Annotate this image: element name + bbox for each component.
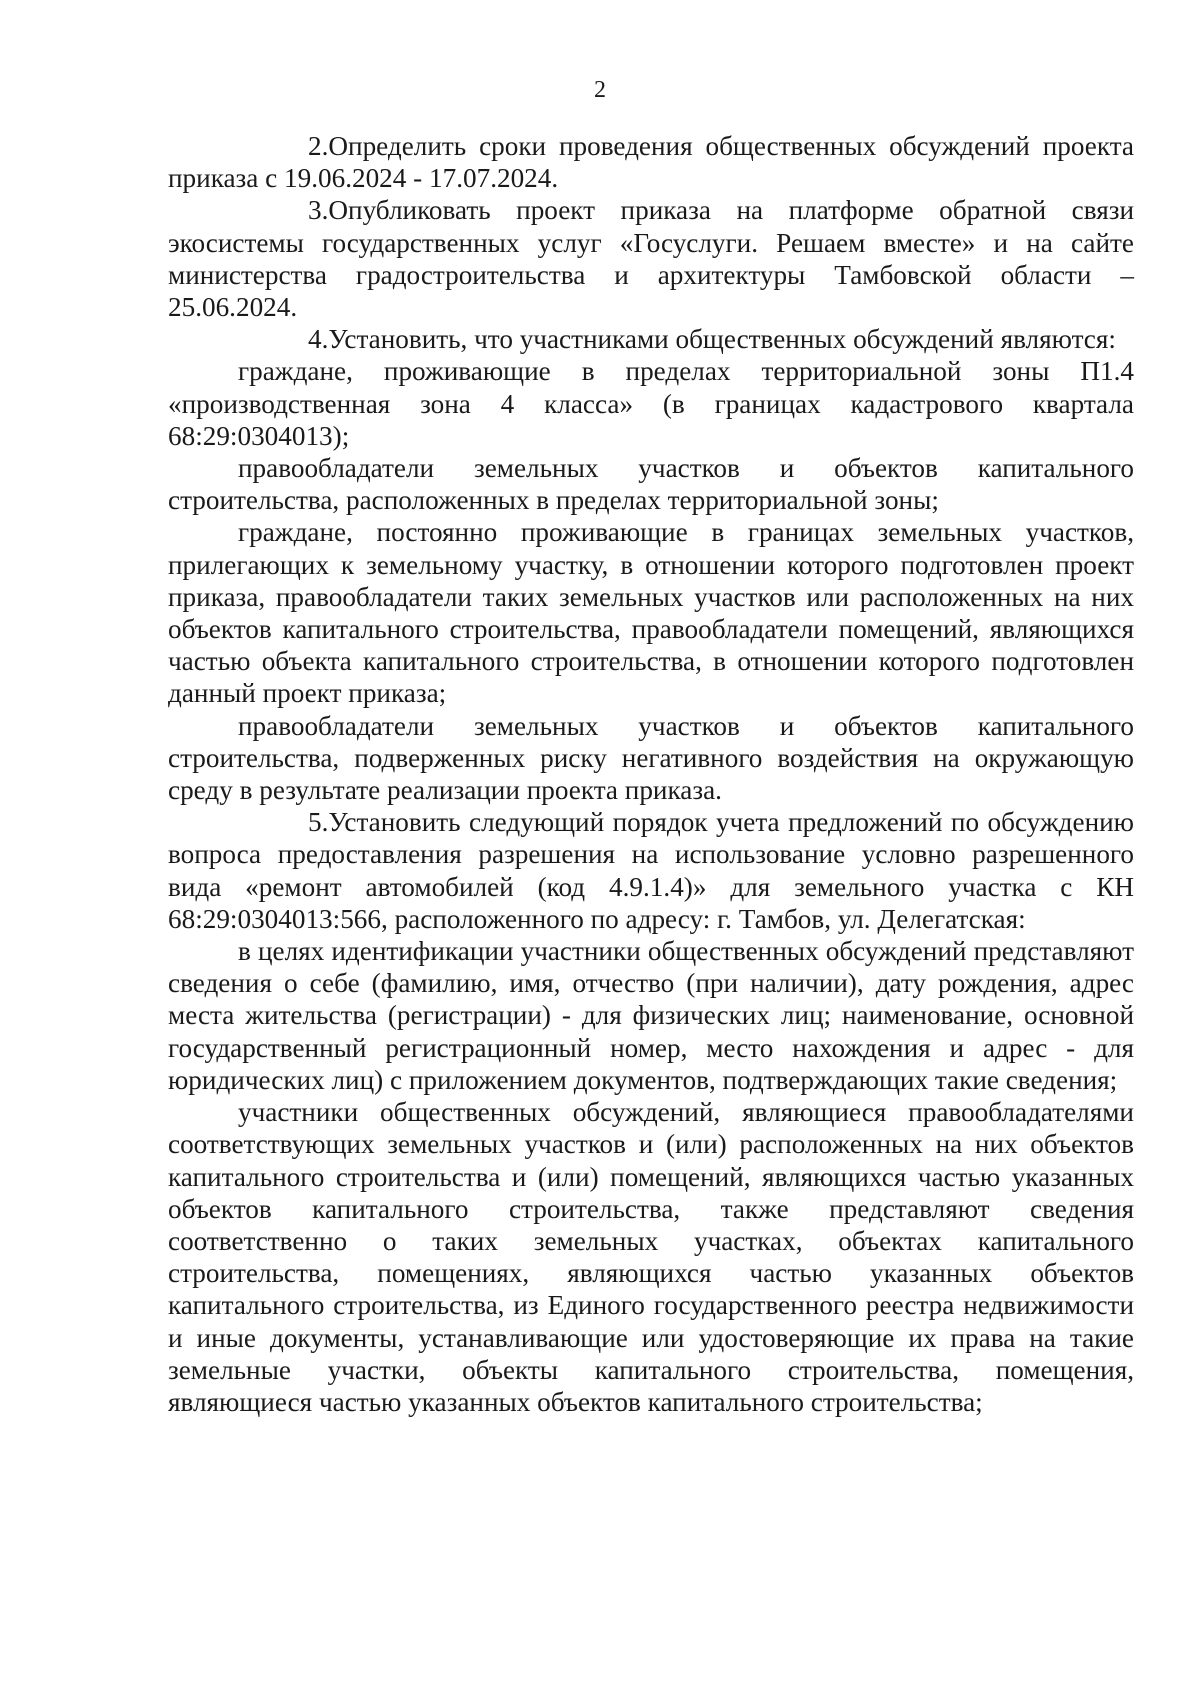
paragraph-number: 4. xyxy=(308,324,329,355)
paragraph-text: в целях идентификации участники общественных обсуждений представляют сведения о себе (фамилию, имя, отчество (при наличии), дату рождения, адрес места жительства (регистрации) - для физических лиц; наименование, основной государственный регистрационный номер, место нахождения и адрес - для юридических лиц) с приложением документов, подтверждающих такие сведения; xyxy=(168,936,1134,1095)
paragraph-text: Опубликовать проект приказа на платформе обратной связи экосистемы государственных услуг «Госуслуги. Решаем вместе» и на сайте министерства градостроительства и архитектуры Тамбовской области – 25.06.2024. xyxy=(168,195,1134,323)
paragraph-number: 3. xyxy=(308,195,329,226)
document-body xyxy=(168,130,1134,1418)
paragraph-text: Определить сроки проведения общественных обсуждений проекта приказа с 19.06.2024 - 17.07.2024. xyxy=(168,131,1134,194)
paragraph-text: Установить, что участниками общественных обсуждений являются: xyxy=(328,324,1116,355)
paragraph-number: 2. xyxy=(308,131,329,161)
paragraph-text: участники общественных обсуждений, являющиеся правообладателями соответствующих земельных участков и (или) расположенных на них объектов капитального строительства и (или) помещений, являющихся частью указанных объектов капитального строительства, также представляют сведения соответственно о таких земельных участках, объектах капитального строительства, помещениях, являющихся частью указанных объектов капитального строительства, из Единого государственного реестра недвижимости и иные документы, устанавливающие или удостоверяющие их права на такие земельные участки, объекты капитального строительства, помещения, являющиеся частью указанных объектов капитального строительства; xyxy=(168,1097,1134,1417)
paragraph-rightholders-documents xyxy=(168,1096,1134,1418)
paragraph-citizens-adjacent xyxy=(168,516,1134,709)
paragraph-rightholders-risk xyxy=(168,710,1134,807)
paragraph-text: Установить следующий порядок учета предложений по обсуждению вопроса предоставления разрешения на использование условно разрешенного вида «ремонт автомобилей (код 4.9.1.4)» для земельного участка с КН 68:29:0304013:566, расположенного по адресу: г. Тамбов, ул. Делегатская: xyxy=(168,807,1134,934)
paragraph-identification xyxy=(168,935,1134,1096)
paragraph-text: правообладатели земельных участков и объектов капитального строительства, расположенных в пределах территориальной зоны; xyxy=(168,453,1134,516)
paragraph-item-5 xyxy=(168,806,1134,935)
paragraph-item-3 xyxy=(168,194,1134,323)
page-number: 2 xyxy=(594,77,606,103)
paragraph-text: граждане, постоянно проживающие в границах земельных участков, прилегающих к земельному участку, в отношении которого подготовлен проект приказа, правообладатели таких земельных участков или расположенных на них объектов капитального строительства, правообладатели помещений, являющихся частью объекта капитального строительства, в отношении которого подготовлен данный проект приказа; xyxy=(168,517,1134,709)
paragraph-rightholders-zone xyxy=(168,452,1134,516)
paragraph-number: 5. xyxy=(308,807,329,838)
paragraph-item-2 xyxy=(168,130,1134,194)
paragraph-text: правообладатели земельных участков и объектов капитального строительства, подверженных риску негативного воздействия на окружающую среду в результате реализации проекта приказа. xyxy=(168,710,1134,806)
paragraph-citizens-zone xyxy=(168,355,1134,452)
paragraph-item-4 xyxy=(168,323,1134,355)
paragraph-text: граждане, проживающие в пределах территориальной зоны П1.4 «производственная зона 4 класса» (в границах кадастрового квартала 68:29:0304013); xyxy=(168,356,1134,451)
